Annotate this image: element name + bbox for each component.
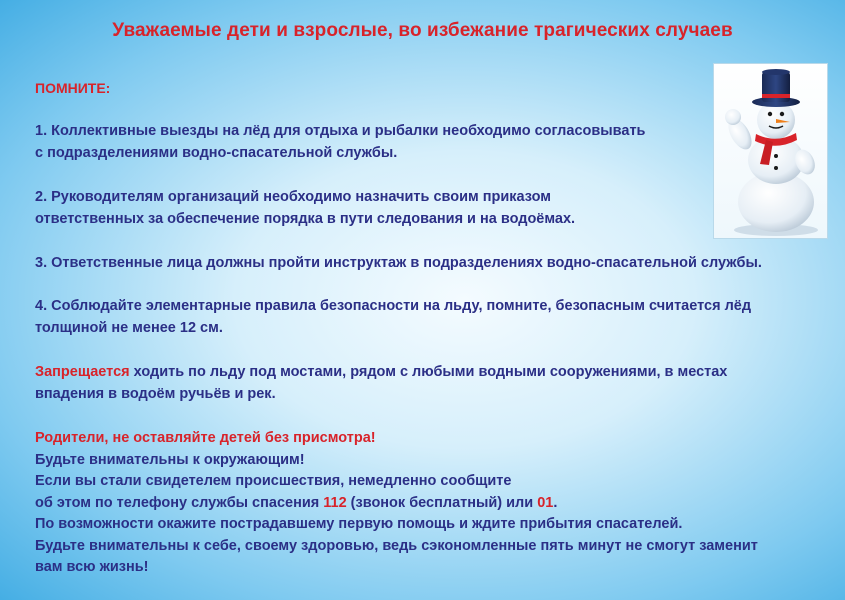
forbidden-label: Запрещается (35, 364, 130, 380)
rule-4 (35, 296, 751, 339)
parents-line-6: вам всю жизнь! (35, 559, 149, 575)
parents-warning: Родители, не оставляйте детей без присмотра! (35, 430, 376, 446)
parents-line-3-end: . (553, 494, 558, 511)
remember-heading: ПОМНИТЕ: (35, 80, 111, 96)
rule-3-line-1: 3. Ответственные лица должны пройти инструктаж в подразделениях водно-спасательной службы. (35, 255, 762, 271)
forbidden-block (35, 362, 727, 405)
rescue-phone-01: 01 (537, 494, 554, 511)
parents-line-3 (35, 493, 758, 515)
parents-line-1: Будьте внимательны к окружающим! (35, 451, 305, 468)
forbidden-line-2: впадения в водоём ручьёв и рек. (35, 385, 276, 402)
rule-2-line-1: 2. Руководителям организаций необходимо назначить своим приказом (35, 189, 552, 205)
rule-2 (35, 187, 575, 230)
forbidden-text: ходить по льду под мостами, рядом с любыми водными сооружениями, в местах (129, 364, 728, 380)
snowman-illustration (713, 63, 828, 239)
forbidden-line-1 (35, 362, 727, 384)
rule-4-line-2: толщиной не менее 12 см. (35, 319, 223, 336)
rule-1-line-1: 1. Коллективные выезды на лёд для отдыха и рыбалки необходимо согласовывать (35, 123, 646, 139)
poster-title: Уважаемые дети и взрослые, во избежание трагических случаев (112, 20, 733, 41)
snowman-icon (714, 64, 827, 238)
parents-line-2: Если вы стали свидетелем происшествия, немедленно сообщите (35, 473, 512, 489)
parents-line-3-text: об этом по телефону службы спасения (35, 494, 324, 511)
rule-4-line-1: 4. Соблюдайте элементарные правила безопасности на льду, помните, безопасным считается лёд (35, 298, 752, 314)
rule-1 (35, 121, 645, 164)
rule-3 (35, 253, 762, 275)
parents-line-4: По возможности окажите пострадавшему первую помощь и ждите прибытия спасателей. (35, 516, 683, 532)
parents-block (35, 428, 758, 579)
rule-2-line-2: ответственных за обеспечение порядка в пути следования и на водоёмах. (35, 210, 576, 227)
parents-line-3-mid: (звонок бесплатный) или (346, 494, 538, 511)
rule-1-line-2: с подразделениями водно-спасательной службы. (35, 144, 398, 161)
rescue-phone-112: 112 (323, 494, 347, 511)
parents-line-5: Будьте внимательны к себе, своему здоровью, ведь сэкономленные пять минут не смогут заменит (35, 537, 758, 554)
